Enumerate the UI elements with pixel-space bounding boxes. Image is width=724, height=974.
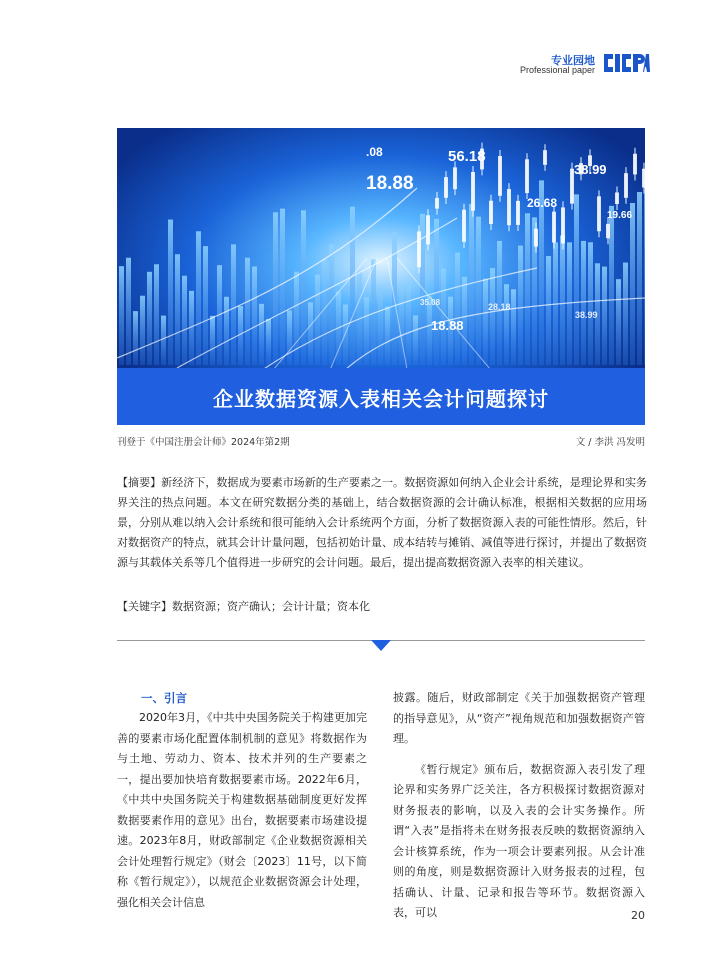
hero-bar	[525, 213, 530, 365]
hero-number: .08	[366, 145, 383, 159]
hero-candle	[525, 159, 529, 193]
hero-bar	[546, 256, 551, 365]
hero-candle	[543, 150, 547, 165]
hero-candle	[444, 177, 448, 198]
hero-bar	[343, 305, 348, 365]
hero-bar	[119, 266, 124, 365]
body-paragraph: 披露。随后，财政部制定《关于加强数据资产管理的指导意见》，从“资产”视角规范和加强数据资产管理。	[393, 691, 645, 745]
hero-number: 26.68	[527, 196, 558, 210]
hero-bar	[413, 315, 418, 365]
hero-bar	[441, 269, 446, 365]
hero-bar	[630, 203, 635, 365]
hero-bar	[252, 267, 257, 365]
hero-bar	[266, 319, 271, 365]
hero-bar	[518, 246, 523, 365]
divider-arrow-icon	[371, 640, 391, 651]
hero-bar	[182, 276, 187, 365]
hero-candle	[462, 210, 466, 242]
hero-bar	[175, 254, 180, 365]
hero-candle	[597, 196, 601, 231]
hero-bar	[245, 258, 250, 365]
hero-bar	[511, 289, 516, 365]
column-title-en: Professional paper	[519, 65, 595, 75]
hero-number: 56.18	[448, 148, 486, 165]
hero-bar	[483, 279, 488, 365]
hero-candle	[552, 212, 556, 243]
hero-bar	[378, 285, 383, 365]
hero-candle	[615, 192, 619, 204]
hero-bar	[574, 194, 579, 365]
hero-bar	[455, 253, 460, 365]
hero-number: 28.18	[488, 302, 511, 312]
hero-candle	[417, 231, 421, 267]
hero-number: 18.88	[366, 173, 414, 194]
hero-bar	[490, 268, 495, 365]
article-title: 企业数据资源入表相关会计问题探讨	[213, 387, 549, 411]
hero-candle	[606, 224, 610, 238]
hero-candle	[426, 215, 430, 244]
hero-bar	[385, 307, 390, 365]
hero-bar	[259, 304, 264, 365]
hero-bar	[203, 246, 208, 365]
body-paragraph: 《暂行规定》颁布后，数据资源入表引发了理论界和实务界广泛关注，各方积极探讨数据资源对财务报表的影响，以及入表的会计实务操作。所谓“入表”是指将未在财务报表反映的数据资源纳入会计核算系统，作为一项会计要素列报。从会计准则的角度，则是数据资源计入财务报表的过程，包括确认、计量、记录和报告等环节。数据资源入表，可以	[393, 762, 645, 919]
body-paragraph: 2020年3月，《中共中央国务院关于构建更加完善的要素市场化配置体制机制的意见》将数据作为与土地、劳动力、资本、技术并列的生产要素之一，提出要加快培育数据要素市场。2022年6月，《中共中央国务院关于构建数据基础制度更好发挥数据要素作用的意见》出台，数据要素市场建设提速。2023年8月，财政部制定《企业数据资源相关会计处理暂行规定》（财会〔2023〕11号，以下简称《暂行规定》），以规范企业数据资源会计处理，强化相关会计信息	[117, 711, 367, 909]
hero-bar	[476, 217, 481, 365]
hero-bar	[287, 311, 292, 365]
hero-candle	[489, 201, 493, 224]
hero-bar	[616, 279, 621, 365]
hero-bar	[308, 302, 313, 365]
hero-bar	[154, 264, 159, 365]
hero-bar	[231, 244, 236, 365]
publication-source: 刊登于《中国注册会计师》2024年第2期	[117, 437, 290, 448]
hero-candle	[561, 207, 565, 243]
body-column-right	[393, 688, 645, 924]
hero-bar	[168, 220, 173, 365]
hero-bar	[567, 242, 572, 365]
hero-candle	[516, 201, 520, 225]
body-column-left	[117, 688, 367, 913]
hero-bar	[637, 192, 642, 365]
abstract: 【摘要】新经济下，数据成为要素市场新的生产要素之一。数据资源如何纳入企业会计系统，是理论界和实务界关注的热点问题。本文在研究数据分类的基础上，结合数据资源的会计确认标准，根据相关数据的应用场景，分别从难以纳入会计系统和很可能纳入会计系统两个方面，分析了数据资源入表的可能性情形。然后，针对数据资产的特点，就其会计计量问题，包括初始计量、成本结转与摊销、减值等进行探讨，并提出了数据资源与其载体关系等几个值得进一步研究的会计问题。最后，提出提高数据资源入表率的相关建议。	[117, 476, 647, 569]
hero-bar	[210, 316, 215, 365]
hero-number: 38.99	[575, 310, 598, 320]
hero-candle	[498, 156, 502, 196]
hero-bar	[294, 272, 299, 365]
cicpa-logo	[602, 50, 650, 76]
hero-candle	[453, 167, 457, 189]
hero-candle	[624, 173, 628, 198]
hero-bar	[322, 259, 327, 365]
hero-bar	[602, 267, 607, 365]
hero-bar	[126, 258, 131, 365]
hero-bar	[329, 244, 334, 365]
hero-candle	[642, 169, 645, 188]
hero-bar	[399, 283, 404, 365]
section-heading: 一、引言	[141, 691, 187, 705]
hero-bar	[196, 231, 201, 365]
hero-number: 35.08	[420, 298, 441, 307]
hero-bar	[224, 297, 229, 365]
hero-candle	[507, 189, 511, 225]
hero-candle	[471, 172, 475, 211]
hero-bar	[133, 311, 138, 365]
hero-bar	[161, 316, 166, 365]
hero-candle	[435, 198, 439, 209]
hero-bar	[301, 210, 306, 365]
hero-bar	[581, 241, 586, 365]
hero-bar	[560, 236, 565, 365]
column-title-cn: 专业园地	[551, 54, 595, 67]
hero-bar	[623, 263, 628, 365]
hero-bar	[406, 283, 411, 365]
hero-bar	[147, 272, 152, 365]
hero-bar	[140, 296, 145, 365]
hero-number: 18.88	[431, 318, 464, 333]
author-line: 文 / 李洪 冯发明	[575, 437, 645, 448]
hero-candle	[633, 154, 637, 175]
hero-number: 38.99	[574, 162, 607, 177]
hero-bar	[469, 204, 474, 365]
hero-bar	[588, 242, 593, 365]
hero-bar	[504, 284, 509, 365]
hero-bar	[280, 209, 285, 365]
hero-candle	[534, 229, 538, 247]
hero-number: 19.66	[607, 210, 633, 221]
hero-bar	[644, 179, 645, 365]
keywords: 【关键字】数据资源；资产确认；会计计量；资本化	[117, 600, 370, 613]
hero-bar	[350, 207, 355, 365]
page-number: 20	[631, 909, 645, 922]
